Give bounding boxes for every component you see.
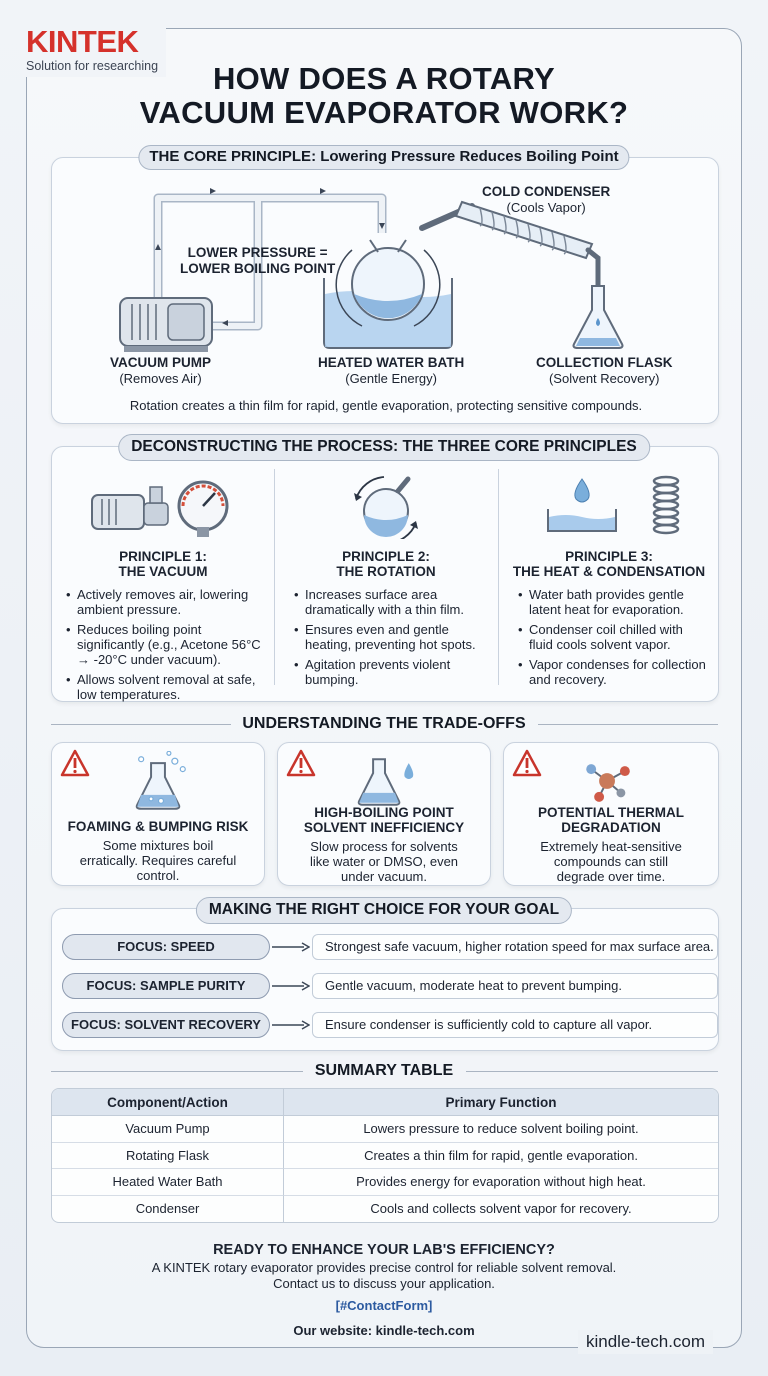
- label-vacuum-pump: VACUUM PUMP (Removes Air): [110, 355, 211, 386]
- tradeoff-1-desc: Some mixtures boil erratically. Requires careful control.: [79, 838, 237, 883]
- focus-purity-text: Gentle vacuum, moderate heat to prevent bumping.: [312, 973, 718, 999]
- principle-3-bullets: [518, 587, 710, 692]
- list-item: • Water bath provides gentle latent heat for evaporation.: [518, 587, 710, 617]
- principle-3-title: PRINCIPLE 3: THE HEAT & CONDENSATION: [512, 549, 706, 579]
- principle-2-title: PRINCIPLE 2: THE ROTATION: [336, 549, 436, 579]
- arrow-icon: [272, 941, 310, 953]
- principle-vacuum: [52, 447, 274, 701]
- tradeoff-2-title: HIGH-BOILING POINT SOLVENT INEFFICIENCY: [303, 805, 465, 835]
- list-item: • Vapor condenses for collection and recovery.: [518, 657, 710, 687]
- flask-drop-icon: [278, 751, 490, 813]
- table-cell: Cools and collects solvent vapor for recovery.: [370, 1201, 632, 1217]
- foaming-flask-icon: [52, 751, 264, 813]
- table-row: [52, 1169, 718, 1196]
- title-line-2: VACUUM EVAPORATOR WORK?: [139, 95, 629, 130]
- list-item: • Increases surface area dramatically with a thin film.: [294, 587, 488, 617]
- vacuum-gauge-icon: [52, 469, 274, 539]
- table-cell: Heated Water Bath: [52, 1169, 284, 1196]
- list-item: • Reduces boiling point significantly (e.g., Acetone 56°C → -20°C under vacuum).: [66, 622, 264, 667]
- logo-tagline: Solution for researching: [26, 59, 159, 73]
- list-item: • Actively removes air, lowering ambient pressure.: [66, 587, 264, 617]
- principle-1-title: PRINCIPLE 1: THE VACUUM: [118, 549, 208, 579]
- core-principle-card: [51, 157, 719, 424]
- tradeoffs-heading: UNDERSTANDING THE TRADE-OFFS: [242, 715, 526, 732]
- principle-heat: [498, 447, 720, 701]
- focus-purity: FOCUS: SAMPLE PURITY: [62, 973, 270, 999]
- title-line-1: HOW DOES A ROTARY: [212, 61, 556, 96]
- tradeoff-thermal: [503, 742, 719, 886]
- callout-lower-pressure: LOWER PRESSURE = LOWER BOILING POINT: [180, 245, 336, 276]
- table-cell: Rotating Flask: [52, 1143, 284, 1170]
- table-header-row: [52, 1089, 718, 1116]
- focus-recovery: FOCUS: SOLVENT RECOVERY: [62, 1012, 270, 1038]
- cta-line-1: A KINTEK rotary evaporator provides precise control for reliable solvent removal.: [151, 1260, 617, 1275]
- table-cell: Condenser: [52, 1196, 284, 1223]
- list-item: • Condenser coil chilled with fluid cools solvent vapor.: [518, 622, 710, 652]
- label-cold-condenser: COLD CONDENSER (Cools Vapor): [482, 184, 611, 215]
- arrow-icon: [272, 1019, 310, 1031]
- table-cell: Lowers pressure to reduce solvent boiling point.: [284, 1116, 718, 1143]
- table-row: [52, 1116, 718, 1143]
- summary-table: [51, 1088, 719, 1223]
- rotating-flask-icon: [274, 469, 498, 539]
- collection-flask-icon: [574, 286, 623, 348]
- tradeoff-foaming: [51, 742, 265, 886]
- principles-card: [51, 446, 719, 702]
- logo-text: KINTEK: [26, 24, 139, 59]
- tradeoff-3-desc: Extremely heat-sensitive compounds can still degrade over time.: [540, 839, 682, 884]
- table-cell: Provides energy for evaporation without high heat.: [284, 1169, 718, 1196]
- column-header: Component/Action: [52, 1089, 284, 1116]
- focus-recovery-text: Ensure condenser is sufficiently cold to capture all vapor.: [312, 1012, 718, 1038]
- molecule-icon: [504, 751, 718, 813]
- table-cell: Creates a thin film for rapid, gentle evaporation.: [284, 1143, 718, 1170]
- principle-1-bullets: [66, 587, 264, 707]
- heat-condenser-icon: [498, 469, 720, 539]
- diagram-caption: Rotation creates a thin film for rapid, gentle evaporation, protecting sensitive compounds.: [129, 398, 643, 413]
- cta-line-2: Contact us to discuss your application.: [273, 1276, 495, 1291]
- footer-domain[interactable]: kindle-tech.com: [578, 1330, 713, 1354]
- vacuum-pump-icon: [120, 298, 212, 352]
- list-item: • Allows solvent removal at safe, low temperatures.: [66, 672, 264, 702]
- focus-speed-text: Strongest safe vacuum, higher rotation speed for max surface area.: [312, 934, 718, 960]
- website-link[interactable]: Our website: kindle-tech.com: [293, 1323, 475, 1338]
- table-cell: Vacuum Pump: [52, 1116, 284, 1143]
- table-row: [52, 1143, 718, 1170]
- cta-title: READY TO ENHANCE YOUR LAB'S EFFICIENCY?: [213, 1242, 555, 1258]
- table-row: [52, 1196, 718, 1223]
- label-water-bath: HEATED WATER BATH (Gentle Energy): [318, 355, 465, 386]
- contact-form-link[interactable]: [#ContactForm]: [335, 1298, 433, 1313]
- tradeoff-high-boiling: [277, 742, 491, 886]
- principle-2-bullets: [294, 587, 488, 692]
- tradeoff-2-desc: Slow process for solvents like water or DMSO, even under vacuum.: [309, 839, 459, 884]
- summary-heading: SUMMARY TABLE: [314, 1062, 454, 1079]
- tradeoff-3-title: POTENTIAL THERMAL DEGRADATION: [538, 805, 684, 835]
- list-item: • Agitation prevents violent bumping.: [294, 657, 488, 687]
- label-collection-flask: COLLECTION FLASK (Solvent Recovery): [536, 355, 673, 386]
- page-title: [0, 62, 768, 130]
- arrow-icon: [272, 980, 310, 992]
- list-item: • Ensures even and gentle heating, preventing hot spots.: [294, 622, 488, 652]
- column-header: Primary Function: [284, 1089, 718, 1116]
- core-principle-heading: THE CORE PRINCIPLE: Lowering Pressure Reduces Boiling Point: [138, 145, 629, 170]
- tradeoff-1-title: FOAMING & BUMPING RISK: [67, 819, 249, 834]
- choice-heading: MAKING THE RIGHT CHOICE FOR YOUR GOAL: [196, 897, 572, 924]
- principle-rotation: [274, 447, 498, 701]
- principles-heading: DECONSTRUCTING THE PROCESS: THE THREE CORE PRINCIPLES: [118, 434, 650, 461]
- focus-speed: FOCUS: SPEED: [62, 934, 270, 960]
